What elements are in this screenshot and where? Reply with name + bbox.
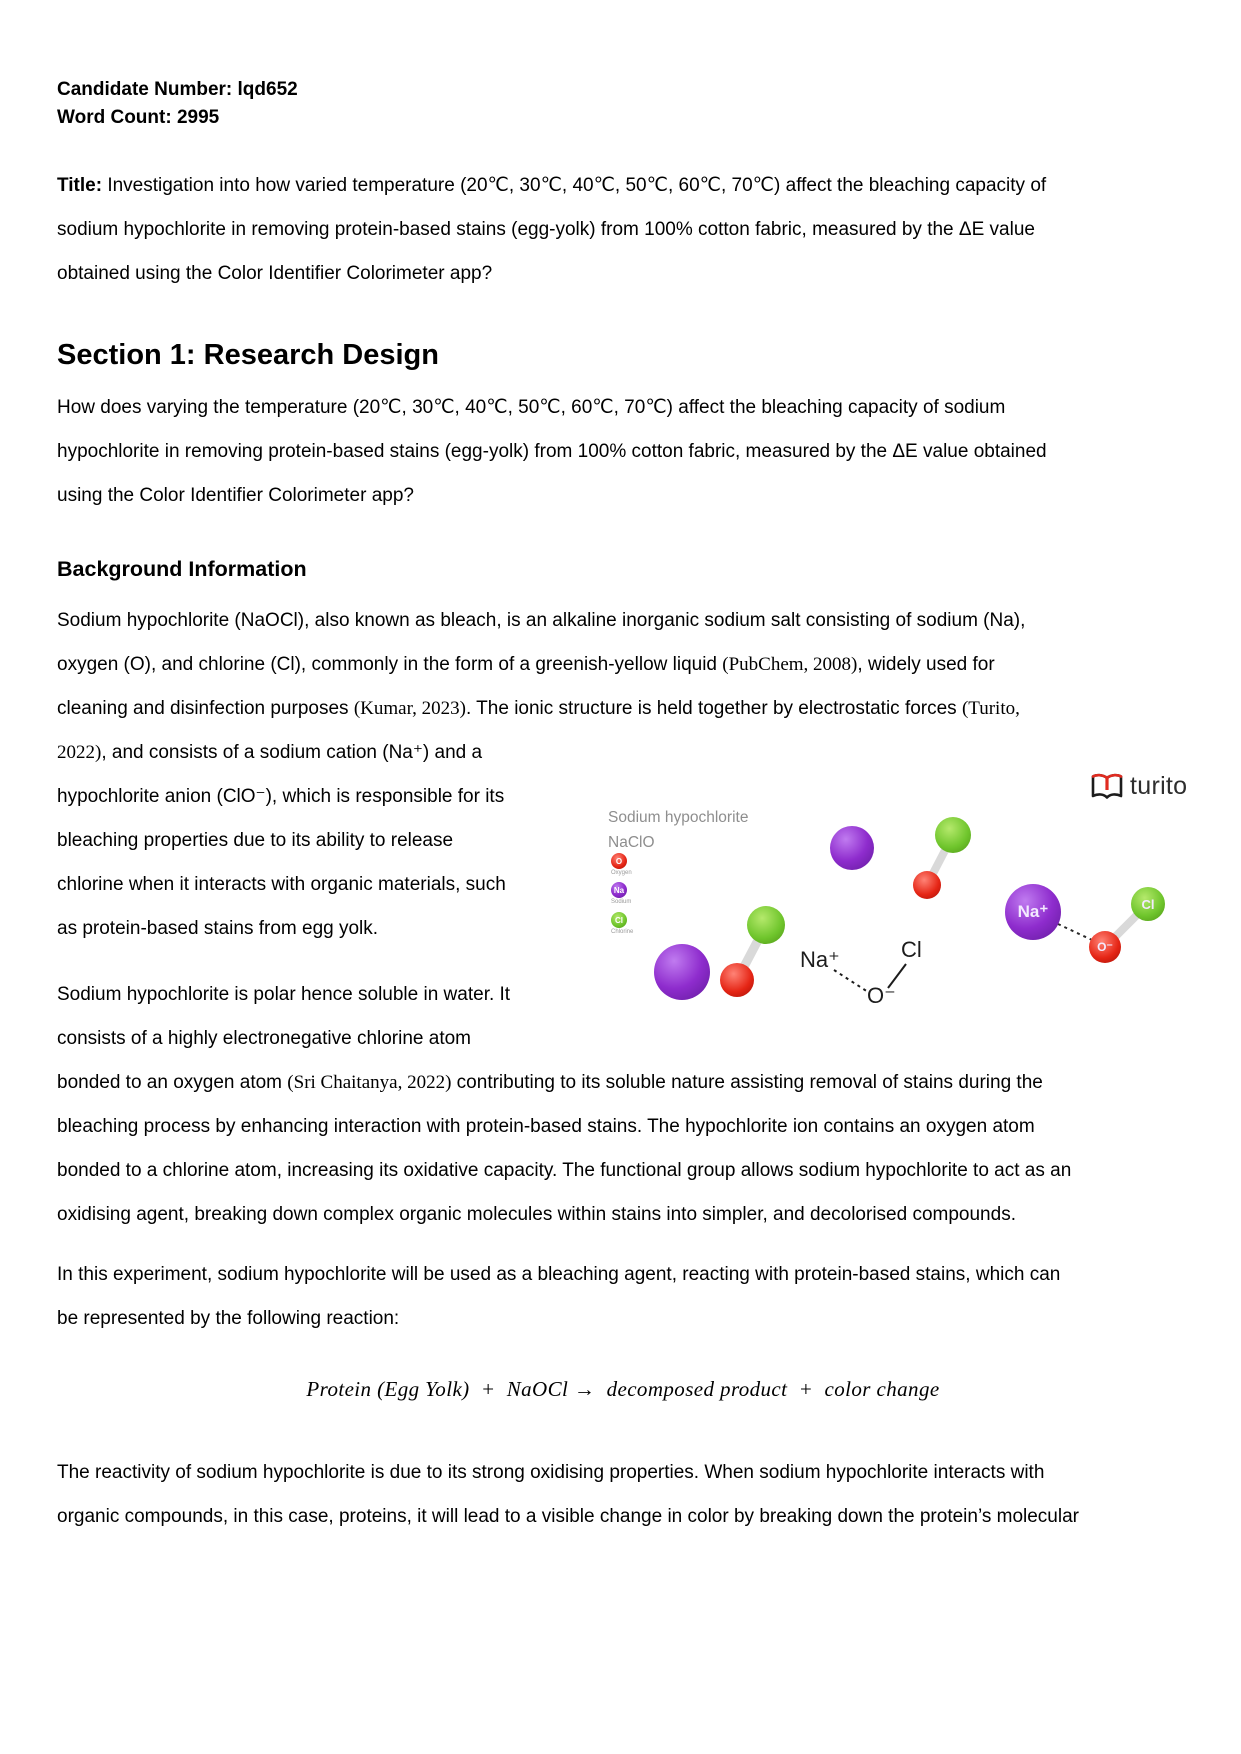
sodium-legend-label: Sodium xyxy=(611,899,632,905)
sodium-ion-sphere xyxy=(1005,884,1061,940)
section-heading: Section 1: Research Design xyxy=(57,339,439,371)
legend-item-oxygen xyxy=(611,853,671,876)
candidate-number: Candidate Number: lqd652 xyxy=(57,79,298,100)
chlorine-atom-sphere xyxy=(935,817,971,853)
legend-item-sodium xyxy=(611,882,671,905)
chlorine-atom-sphere xyxy=(747,906,785,944)
chlorine-legend-label: Chlorine xyxy=(611,929,634,935)
figure-caption xyxy=(608,805,748,855)
sodium-atom-sphere xyxy=(654,944,710,1000)
research-question: How does varying the temperature (20℃, 30℃, 40℃, 50℃, 60℃, 70℃) affect the bleaching capacity of sodium hypochlorite in removing protein-based stains (egg-yolk) from 100% cotton fabric, measured by the ΔE value obtained using the Color Identifier Colorimeter app? xyxy=(57,397,1047,506)
open-book-icon xyxy=(1091,771,1123,801)
chlorine-ion-sphere xyxy=(1131,887,1165,921)
chlorine-ion-label: Cl xyxy=(1141,896,1155,912)
background-paragraph-1-narrow: 2022), and consists of a sodium cation (Na⁺) and a hypochlorite anion (ClO⁻), which is responsible for its bleaching properties due to its ability to release chlorine when it interacts with organic materials, such as protein-based stains from egg yolk. xyxy=(57,742,506,939)
title-paragraph: Title: Investigation into how varied temperature (20℃, 30℃, 40℃, 50℃, 60℃, 70℃) affect the bleaching capacity of sodium hypochlorite in removing protein-based stains (egg-yolk) from 100% cotton fabric, measured by the ΔE value obtained using the Color Identifier Colorimeter app? xyxy=(57,175,1047,284)
figure-caption-name: Sodium hypochlorite xyxy=(608,809,749,826)
legend-item-chlorine xyxy=(611,912,671,935)
sodium-atom-sphere xyxy=(830,826,874,870)
turito-logo xyxy=(1091,771,1187,801)
sodium-ion-label: Na⁺ xyxy=(1017,902,1049,921)
solubility-paragraph-wide: bonded to an oxygen atom (Sri Chaitanya, 2022) contributing to its soluble nature assisting removal of stains during the bleaching process by enhancing interaction with protein-based stains. The hypochlorite ion contains an oxygen atom bonded to a chlorine atom, increasing its oxidative capacity. The functional group allows sodium hypochlorite to act as an oxidising agent, breaking down complex organic molecules within stains into simpler, and decolorised compounds. xyxy=(57,1072,1072,1225)
background-paragraph-1-wide: Sodium hypochlorite (NaOCl), also known as bleach, is an alkaline inorganic sodium salt consisting of sodium (Na), oxygen (O), and chlorine (Cl), commonly in the form of a greenish-yellow liquid (PubChem, 2008), widely used for cleaning and disinfection purposes (Kumar, 2023). The ionic structure is held together by electrostatic forces (Turito, xyxy=(57,610,1026,719)
oxygen-legend-label: Oxygen xyxy=(611,870,632,876)
chlorine-legend-dot: Cl xyxy=(611,912,627,928)
oxygen-atom-sphere xyxy=(913,871,941,899)
background-heading: Background Information xyxy=(57,557,307,581)
document-header xyxy=(57,76,1189,132)
word-count: Word Count: 2995 xyxy=(57,107,220,128)
oxygen-legend-dot: O xyxy=(611,853,627,869)
oxygen-ion-label: O⁻ xyxy=(1097,940,1113,954)
figure-caption-formula: NaClO xyxy=(608,834,655,851)
experiment-paragraph: In this experiment, sodium hypochlorite will be used as a bleaching agent, reacting with protein-based stains, which can be represented by the following reaction: xyxy=(57,1264,1061,1329)
oxygen-ion-sphere xyxy=(1089,931,1121,963)
molecule-figure xyxy=(545,765,1237,1017)
solubility-paragraph-narrow: Sodium hypochlorite is polar hence soluble in water. It consists of a highly electronegative chlorine atom xyxy=(57,984,511,1049)
reactivity-paragraph: The reactivity of sodium hypochlorite is due to its strong oxidising properties. When sodium hypochlorite interacts with organic compounds, in this case, proteins, it will lead to a visible change in color by breaking down the protein’s molecular xyxy=(57,1462,1079,1527)
reaction-equation: Protein (Egg Yolk) + NaOCl → decomposed product + color change xyxy=(306,1377,940,1401)
sodium-legend-dot: Na xyxy=(611,882,627,898)
formula-sodium-label: Na⁺ xyxy=(800,947,840,972)
oxygen-atom-sphere xyxy=(720,963,754,997)
formula-oxygen-label: O⁻ xyxy=(867,983,896,1008)
formula-chlorine-label: Cl xyxy=(901,937,922,962)
turito-logo-text: turito xyxy=(1130,771,1188,800)
